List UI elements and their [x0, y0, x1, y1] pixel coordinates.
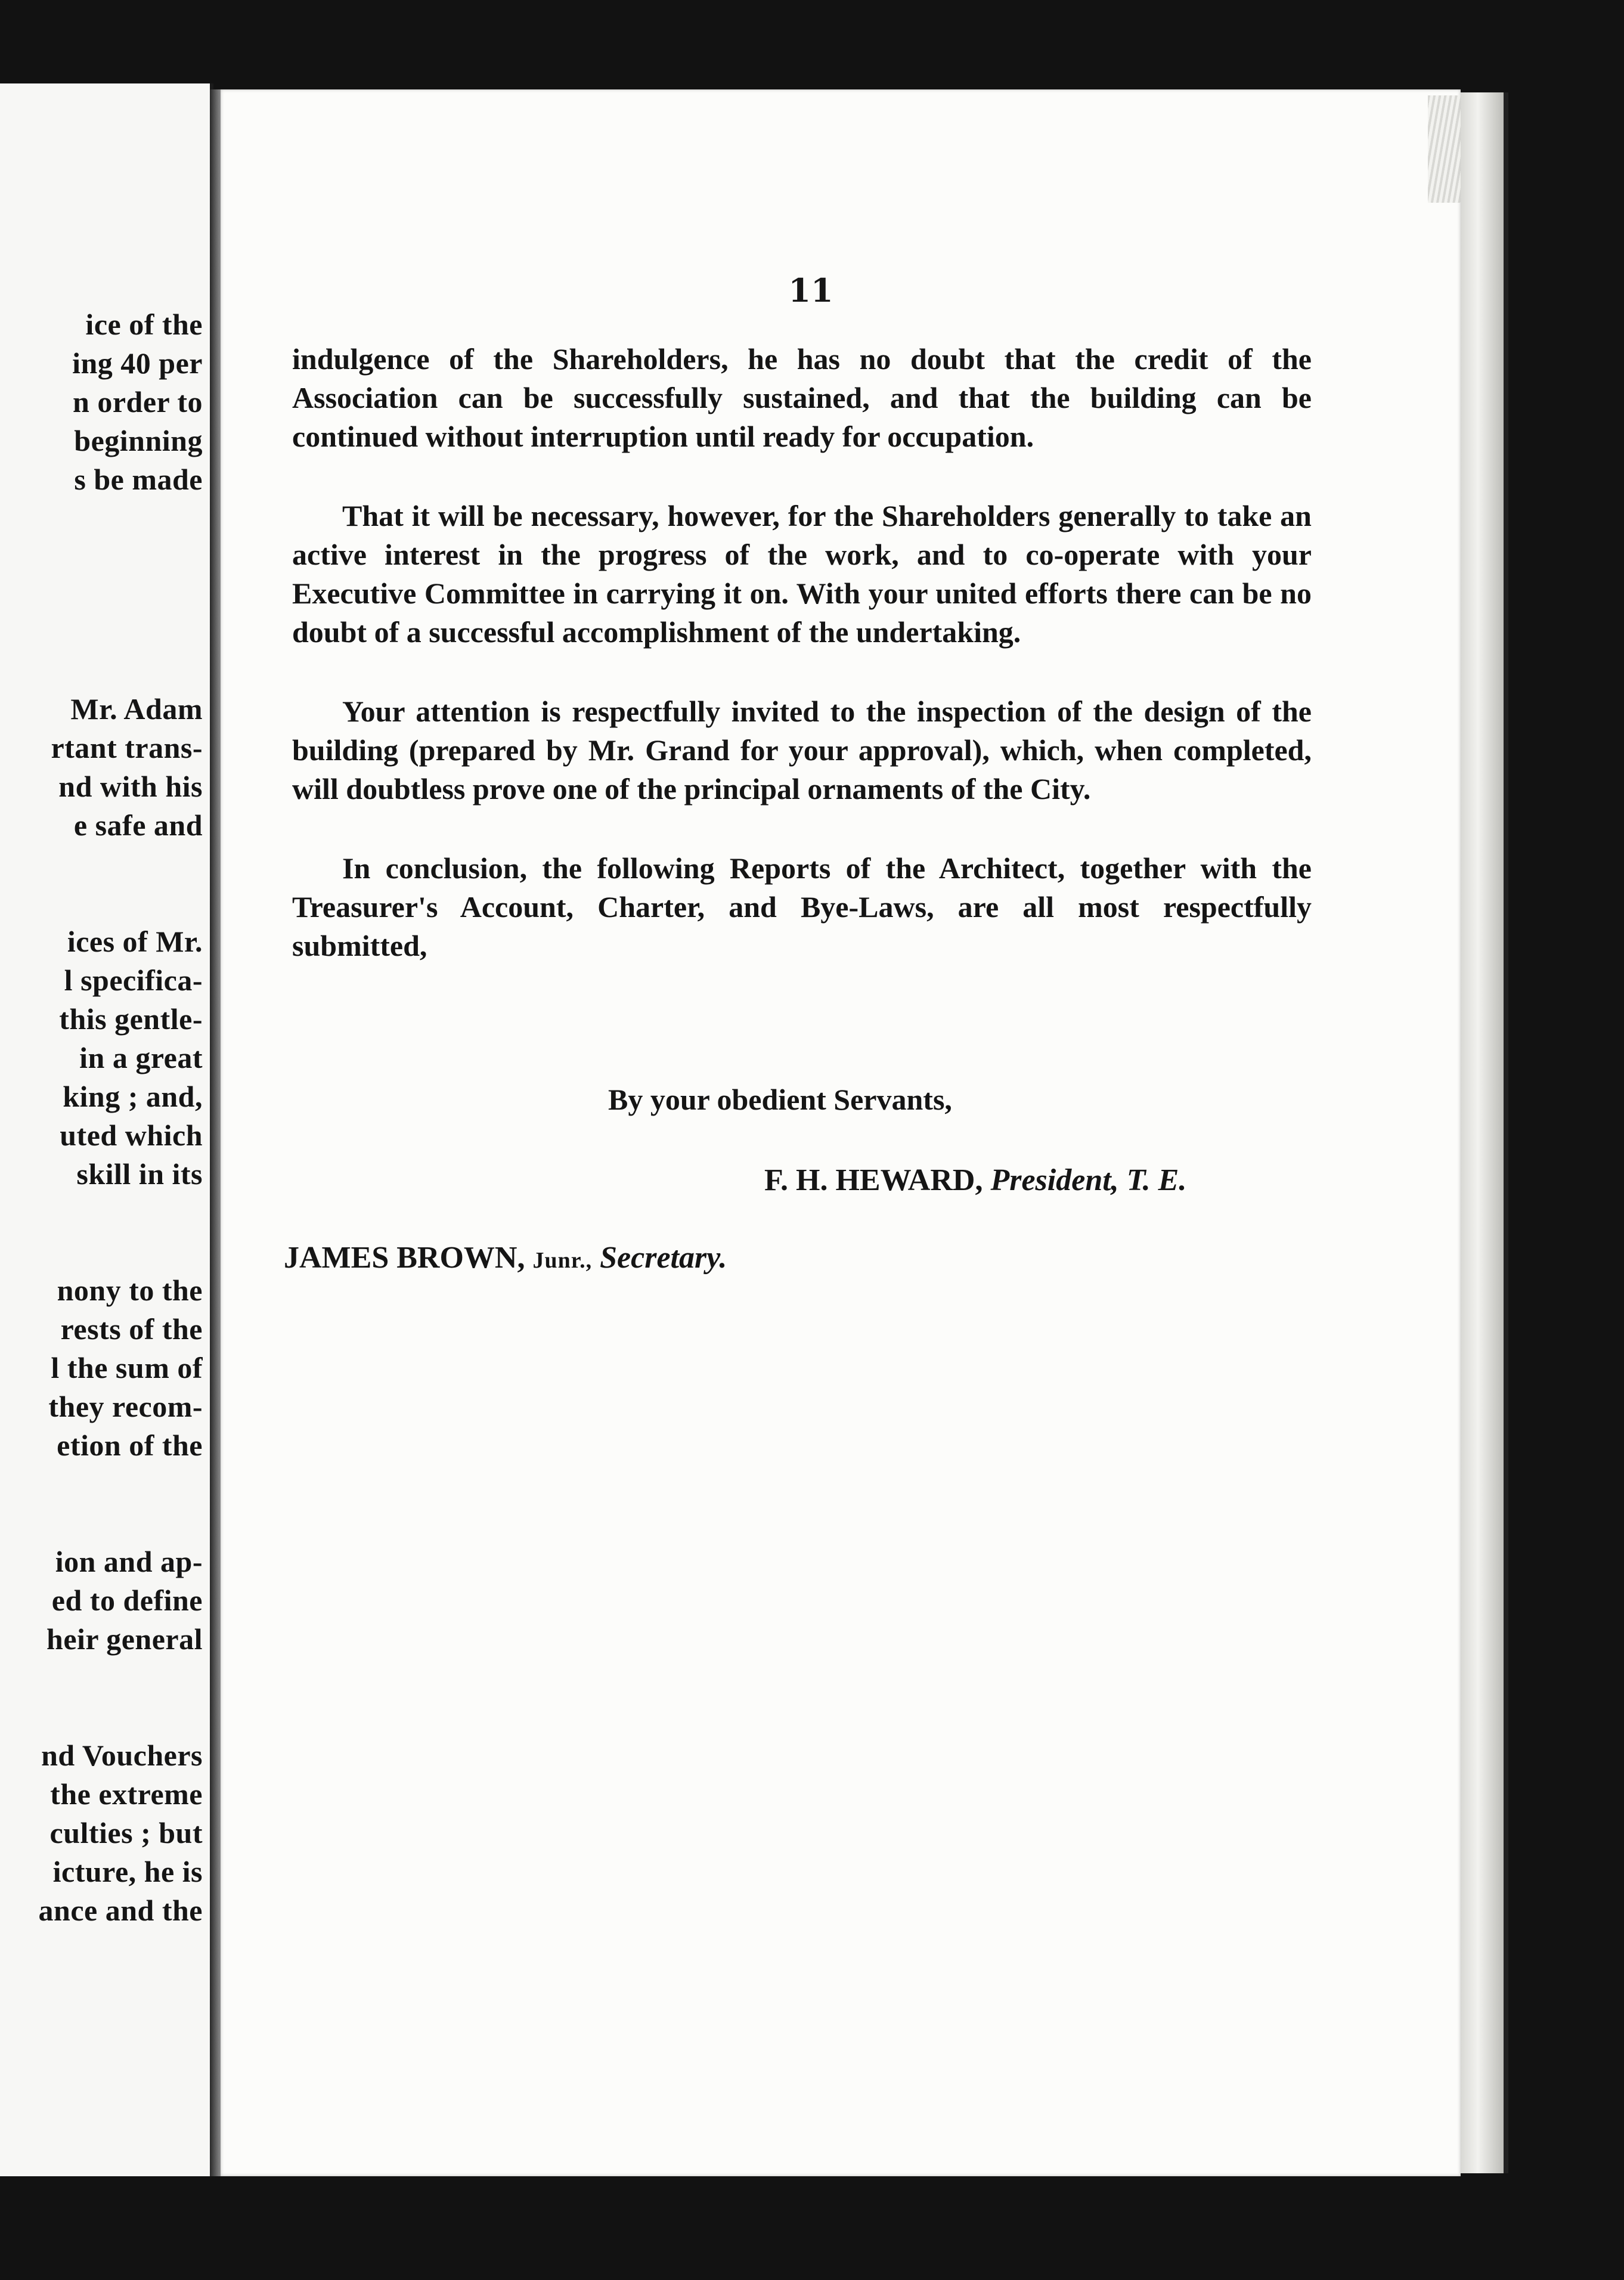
left-page-line: Mr. Adam: [70, 692, 203, 726]
book-gutter: [210, 89, 221, 2176]
paragraph-4: In conclusion, the following Reports of the Architect, together with the Treasurer's Account, Charter, and Bye-Laws, are all most respectfully submitted,: [292, 851, 1312, 962]
president-initials: T. E.: [1126, 1163, 1187, 1197]
left-page-line: etion of the: [57, 1429, 203, 1462]
left-page-line: they recom-: [48, 1390, 203, 1423]
secretary-signature: [284, 1240, 727, 1275]
page-number: 11: [788, 271, 833, 309]
left-page-line: nd Vouchers: [41, 1739, 203, 1772]
left-page-line: heir general: [47, 1622, 203, 1656]
paragraph-3: Your attention is respectfully invited to the inspection of the design of the building (prepared by Mr. Grand for your approval), which, when completed, will doubtless prove one of the principal ornaments of the City.: [292, 695, 1312, 806]
president-name: F. H. HEWARD,: [764, 1163, 983, 1197]
left-page-line: nd with his: [58, 770, 203, 803]
left-page-line: culties ; but: [49, 1816, 203, 1850]
left-page-line: s be made: [74, 463, 203, 496]
left-page: [0, 83, 213, 2176]
left-page-line: l the sum of: [51, 1351, 203, 1384]
president-signature: [764, 1163, 1186, 1198]
body-text: [292, 340, 1312, 1006]
left-page-line: uted which: [60, 1119, 203, 1152]
left-page-line: ance and the: [38, 1894, 203, 1927]
left-page-line: nony to the: [57, 1274, 203, 1307]
left-page-line: ice of the: [85, 308, 203, 341]
left-page-line: the extreme: [50, 1777, 203, 1811]
left-page-line: skill in its: [76, 1157, 203, 1191]
left-page-line: icture, he is: [52, 1855, 203, 1888]
secretary-title: Secretary.: [600, 1241, 727, 1275]
page-edge: [1461, 92, 1508, 2173]
president-title: President,: [990, 1163, 1119, 1197]
left-page-line: n order to: [73, 385, 203, 419]
left-page-line: e safe and: [73, 808, 203, 842]
left-page-line: king ; and,: [63, 1080, 203, 1113]
valediction: By your obedient Servants,: [608, 1083, 952, 1116]
secretary-suffix: Junr.,: [532, 1248, 593, 1273]
left-page-line: ing 40 per: [72, 346, 203, 380]
secretary-name: JAMES BROWN,: [284, 1241, 525, 1275]
left-page-line: in a great: [79, 1041, 203, 1074]
paragraph-2: That it will be necessary, however, for the Shareholders generally to take an active interest in the progress of the work, and to co-operate with your Executive Committee in carrying it on. With your united efforts there can be no doubt of a successful accomplishment of the undertaking.: [292, 499, 1312, 649]
left-page-line: beginning: [74, 424, 203, 457]
paragraph-1: indulgence of the Shareholders, he has no doubt that the credit of the Association can be successfully sustained, and that the building can be continued without interruption until ready for occupation.: [292, 342, 1312, 453]
left-page-line: ed to define: [51, 1584, 203, 1617]
left-page-line: ices of Mr.: [67, 925, 203, 958]
left-page-line: rtant trans-: [51, 731, 203, 764]
left-page-line: l specifica-: [64, 964, 203, 997]
left-page-line: rests of the: [60, 1312, 203, 1346]
left-page-line: this gentle-: [59, 1002, 203, 1036]
left-page-line: ion and ap-: [55, 1545, 203, 1578]
